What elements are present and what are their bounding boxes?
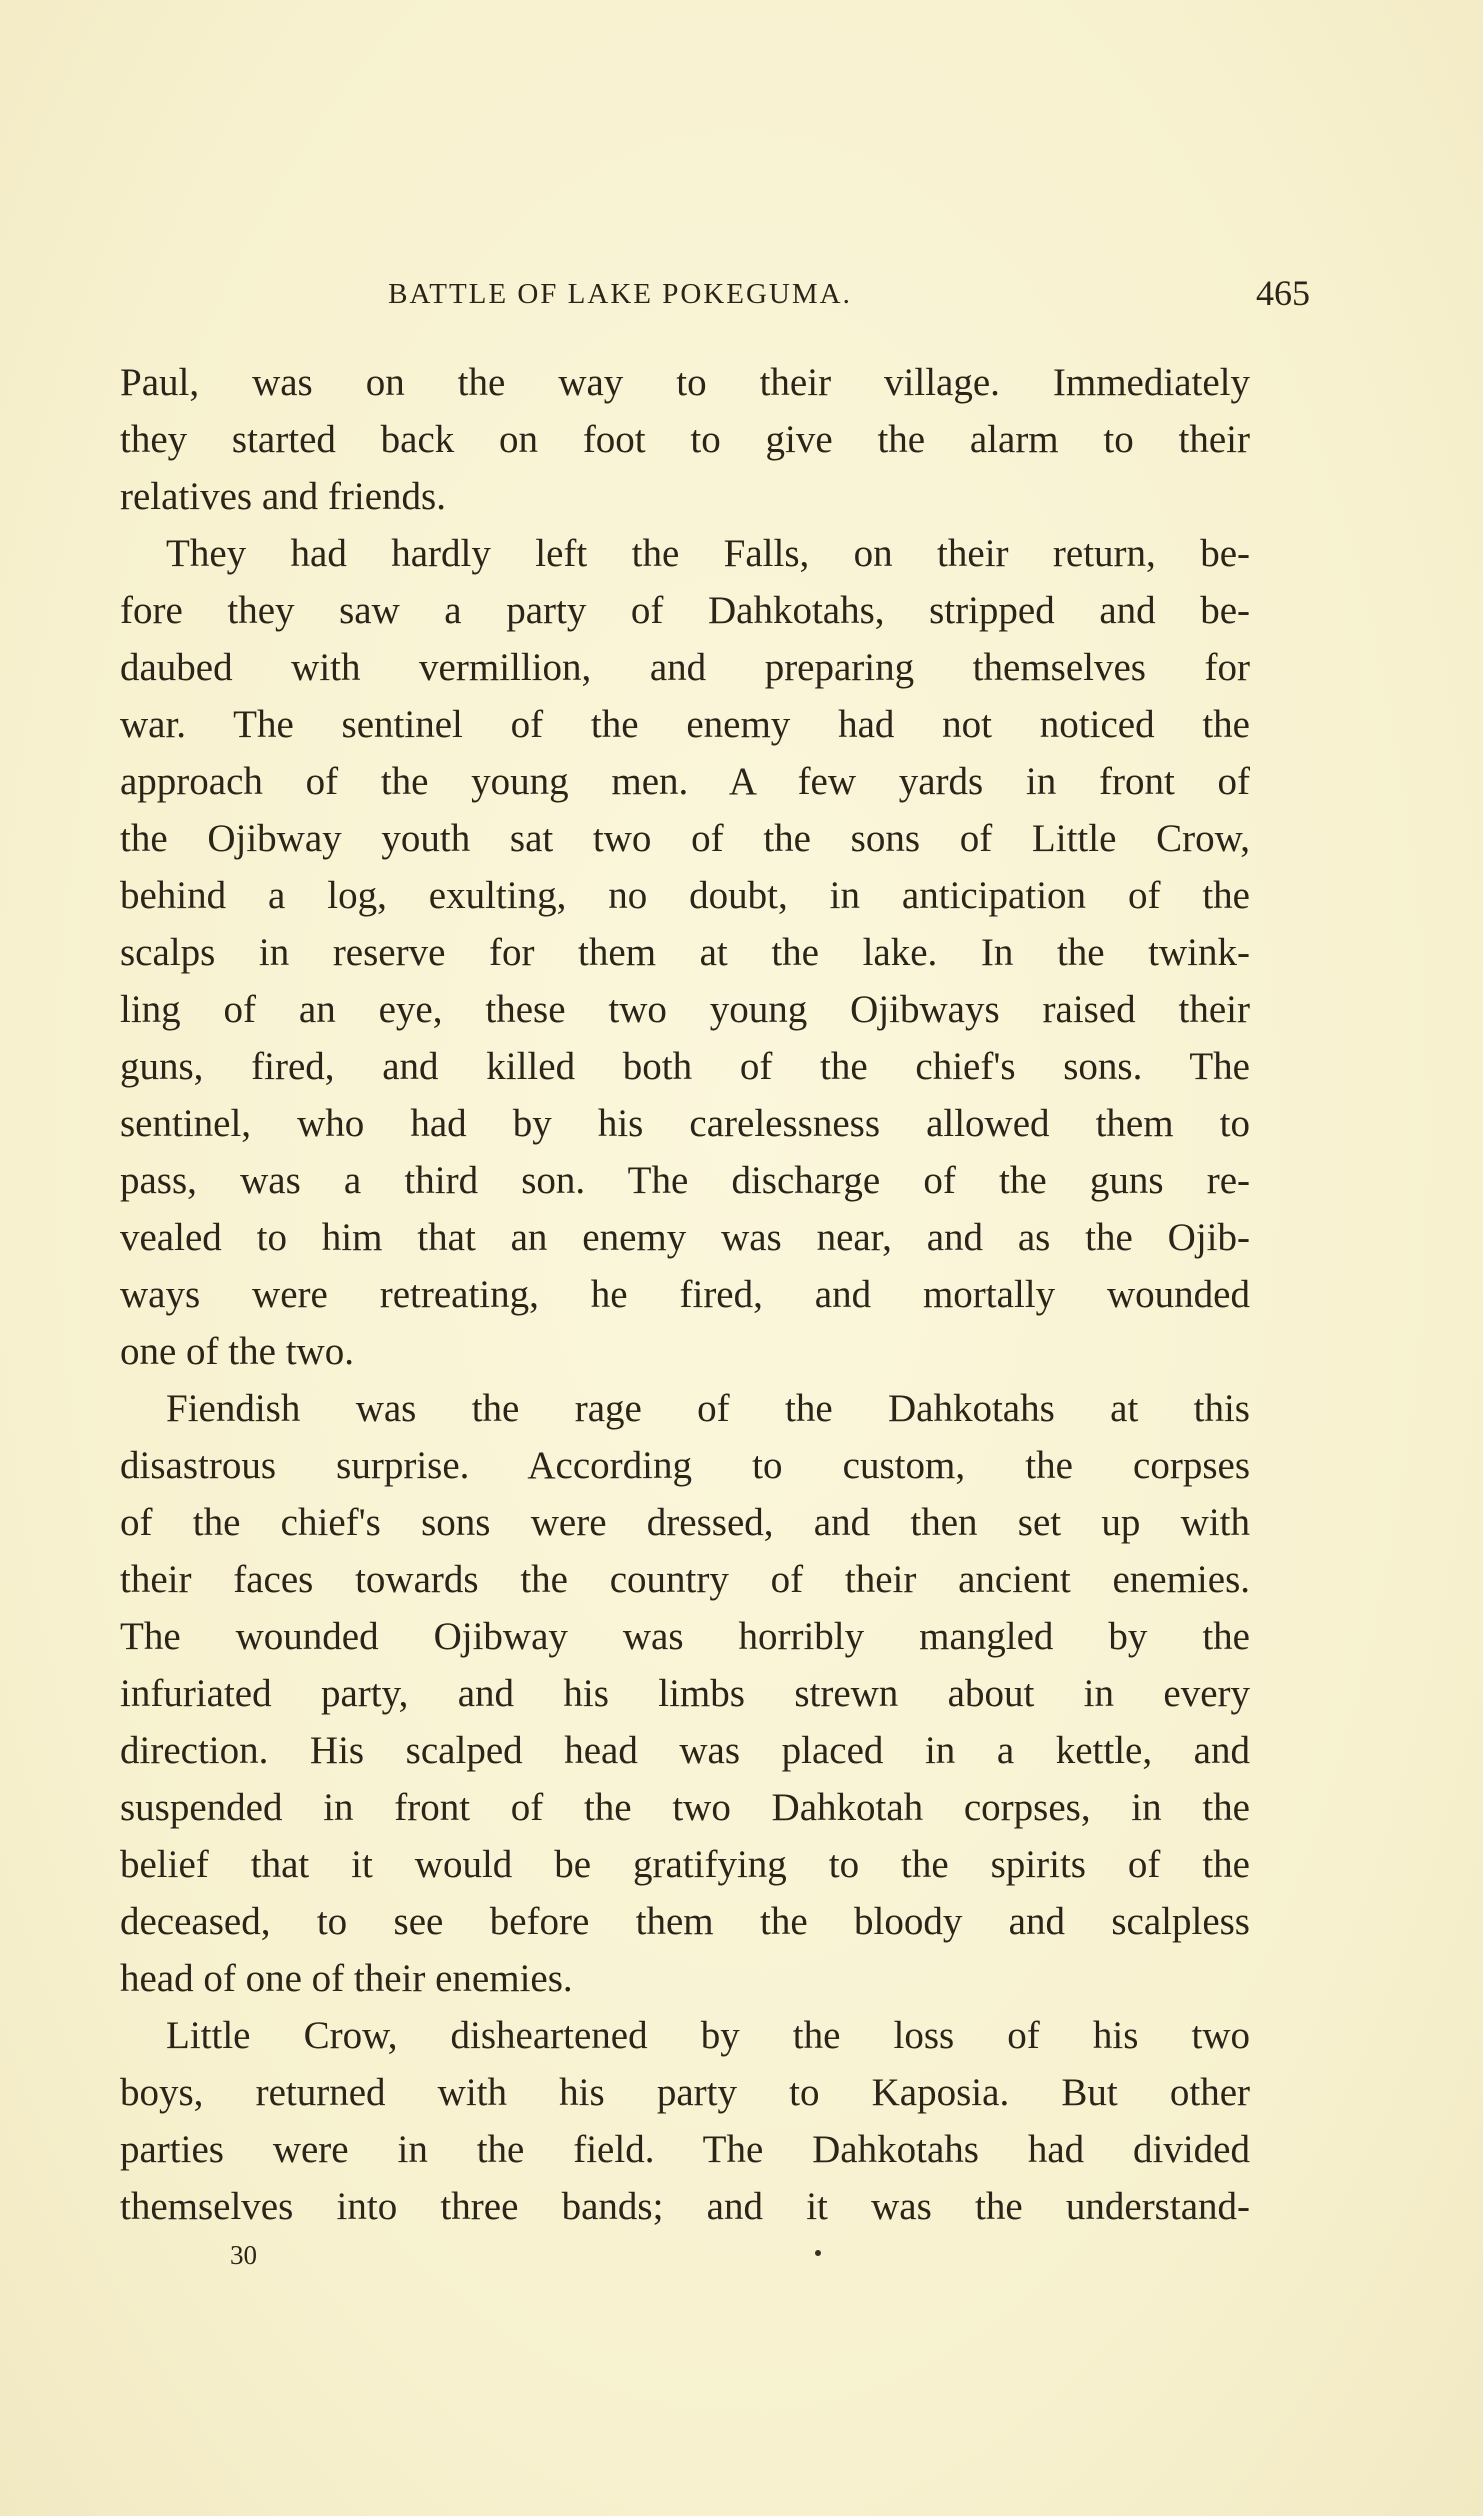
text-line: relatives and friends. <box>120 475 446 518</box>
text-line: disastrous surprise. According to custom, the corpses <box>120 1444 1250 1487</box>
text-line: fore they saw a party of Dahkotahs, stripped and be- <box>120 589 1250 632</box>
page-footer <box>0 2240 1483 2280</box>
text-line: deceased, to see before them the bloody and scalpless <box>120 1900 1250 1943</box>
text-line: daubed with vermillion, and preparing themselves for <box>120 646 1250 689</box>
text-line: They had hardly left the Falls, on their return, be- <box>166 532 1250 575</box>
page-number: 465 <box>1256 273 1310 313</box>
text-line: The wounded Ojibway was horribly mangled by the <box>120 1615 1250 1658</box>
text-line: direction. His scalped head was placed in a kettle, and <box>120 1729 1250 1772</box>
text-line: Paul, was on the way to their village. Immediately <box>120 361 1250 404</box>
text-line: suspended in front of the two Dahkotah corpses, in the <box>120 1786 1250 1829</box>
signature-mark: 30 <box>230 2240 257 2270</box>
printer-dot-mark <box>815 2250 821 2256</box>
text-line: they started back on foot to give the alarm to their <box>120 418 1250 461</box>
text-line: head of one of their enemies. <box>120 1957 573 2000</box>
text-line: sentinel, who had by his carelessness allowed them to <box>120 1102 1250 1145</box>
text-line: Fiendish was the rage of the Dahkotahs at this <box>166 1387 1250 1430</box>
text-line: vealed to him that an enemy was near, and as the Ojib- <box>120 1216 1250 1259</box>
running-title: BATTLE OF LAKE POKEGUMA. <box>388 278 852 310</box>
text-line: parties were in the field. The Dahkotahs had divided <box>120 2128 1250 2171</box>
text-line: ways were retreating, he fired, and mortally wounded <box>120 1273 1250 1316</box>
text-line: belief that it would be gratifying to the spirits of the <box>120 1843 1250 1886</box>
text-line: infuriated party, and his limbs strewn about in every <box>120 1672 1250 1715</box>
text-line: approach of the young men. A few yards in front of <box>120 760 1250 803</box>
text-body <box>120 354 1250 2235</box>
text-line: of the chief's sons were dressed, and then set up with <box>120 1501 1250 1544</box>
text-line: their faces towards the country of their ancient enemies. <box>120 1558 1250 1601</box>
text-line: scalps in reserve for them at the lake. In the twink- <box>120 931 1250 974</box>
text-line: behind a log, exulting, no doubt, in anticipation of the <box>120 874 1250 917</box>
running-head <box>120 268 1310 318</box>
text-line: guns, fired, and killed both of the chief's sons. The <box>120 1045 1250 1088</box>
text-line: themselves into three bands; and it was the understand- <box>120 2185 1250 2228</box>
text-line: war. The sentinel of the enemy had not noticed the <box>120 703 1250 746</box>
text-line: pass, was a third son. The discharge of the guns re- <box>120 1159 1250 1202</box>
text-line: boys, returned with his party to Kaposia. But other <box>120 2071 1250 2114</box>
text-line: one of the two. <box>120 1330 354 1373</box>
text-line: ling of an eye, these two young Ojibways raised their <box>120 988 1250 1031</box>
text-line: Little Crow, disheartened by the loss of his two <box>166 2014 1250 2057</box>
text-line: the Ojibway youth sat two of the sons of Little Crow, <box>120 817 1250 860</box>
